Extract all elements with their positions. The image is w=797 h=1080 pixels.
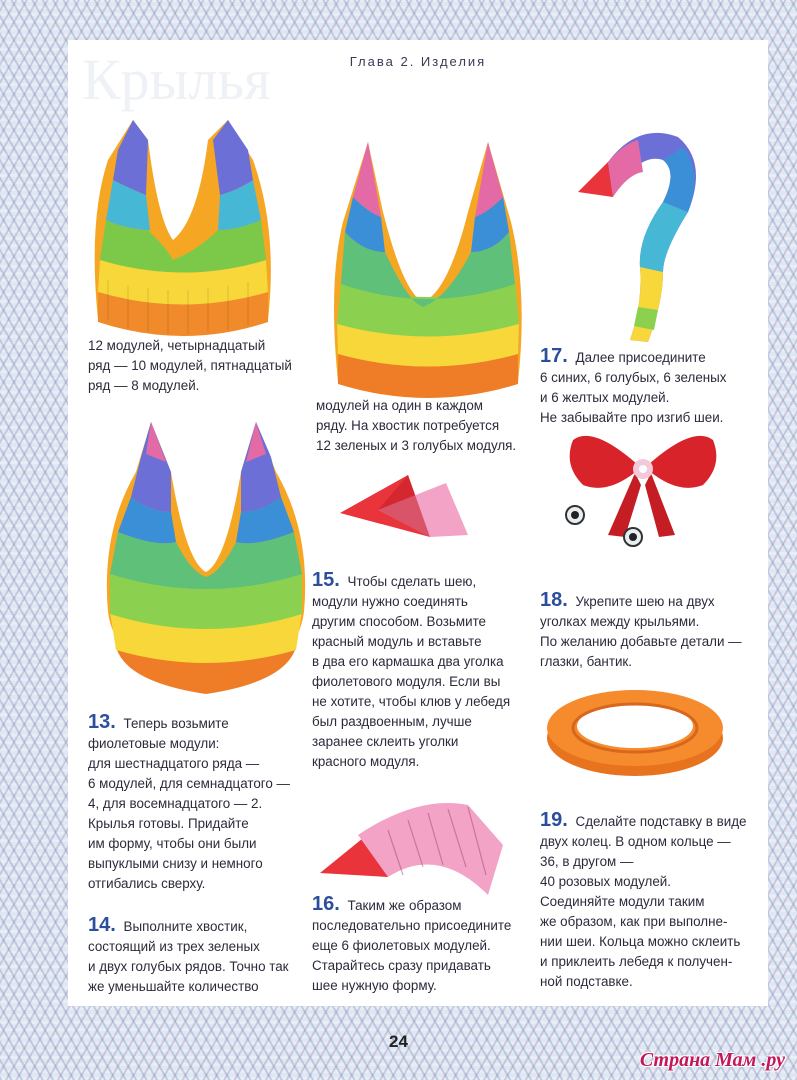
site-watermark: Страна Мам .ру xyxy=(639,1049,785,1071)
intro-text: 12 модулей, четырнадцатый ряд — 10 модулей, пятнадцатый ряд — 8 модулей. xyxy=(88,338,292,393)
step-16-number: 16. xyxy=(312,893,340,915)
photo-neck-curve xyxy=(568,102,718,362)
step-18-number: 18. xyxy=(540,589,568,611)
photo-wings-base xyxy=(78,100,288,360)
step-17-number: 17. xyxy=(540,345,568,367)
step-18-text: Укрепите шею на двух уголках между крыльями. По желанию добавьте детали — глазки, бантик. xyxy=(540,594,742,669)
step-13-text: Теперь возьмите фиолетовые модули: для шестнадцатого ряда — 6 модулей, для семнадцатого — 4, для восемнадцатого — 2. Крылья готовы. Придайте им форму, чтобы они были выпуклыми снизу и немного отгибались сверху. xyxy=(88,716,290,891)
photo-beak-module xyxy=(338,465,478,555)
step-19-text: Сделайте подставку в виде двух колец. В одном кольце — 36, в другом — 40 розовых модулей. Соединяйте модули таким же образом, как при выполне- нии шеи. Кольца можно склеить и приклеить лебедя к получен- ной подставке. xyxy=(540,814,747,989)
step-13 xyxy=(88,692,308,894)
photo-wings-finished xyxy=(96,412,316,702)
faded-title: Крылья xyxy=(82,47,271,112)
step-16-text: Таким же образом последовательно присоедините еще 6 фиолетовых модулей. Старайтесь сразу придавать шее нужную форму. xyxy=(312,898,512,993)
page-number: 24 xyxy=(389,1032,408,1051)
step-14 xyxy=(88,895,313,997)
chapter-header: Глава 2. Изделия xyxy=(349,54,487,69)
book-page xyxy=(68,40,768,1006)
step-13-number: 13. xyxy=(88,711,116,733)
step-19-number: 19. xyxy=(540,809,568,831)
step-15-number: 15. xyxy=(312,569,340,591)
step-16 xyxy=(312,874,552,996)
step-14-continued: модулей на один в каждом ряду. На хвостик потребуется 12 зеленых и 3 голубых модуля. xyxy=(316,398,517,453)
step-17 xyxy=(540,326,765,428)
step-15 xyxy=(312,550,552,772)
step-15-text: Чтобы сделать шею, модули нужно соединять другим способом. Возьмите красный модуль и вставьте в два его кармашка два уголка фиолетового модуля. Если вы не хотите, чтобы клюв у лебедя был раздвоенным, лучше заранее склеить уголки красного модуля. xyxy=(312,574,511,769)
photo-stand-rings xyxy=(543,680,728,785)
photo-bow-and-eyes xyxy=(563,425,723,555)
step-18 xyxy=(540,570,765,672)
step-14-text: Выполните хвостик, состоящий из трех зеленых и двух голубых рядов. Точно так же уменьшайте количество xyxy=(88,919,289,994)
step-17-text: Далее присоедините 6 синих, 6 голубых, 6 зеленых и 6 желтых модулей. Не забывайте про изгиб шеи. xyxy=(540,350,727,425)
photo-wings-purple-tips xyxy=(323,102,533,412)
step-19 xyxy=(540,790,765,992)
step-14-number: 14. xyxy=(88,914,116,936)
